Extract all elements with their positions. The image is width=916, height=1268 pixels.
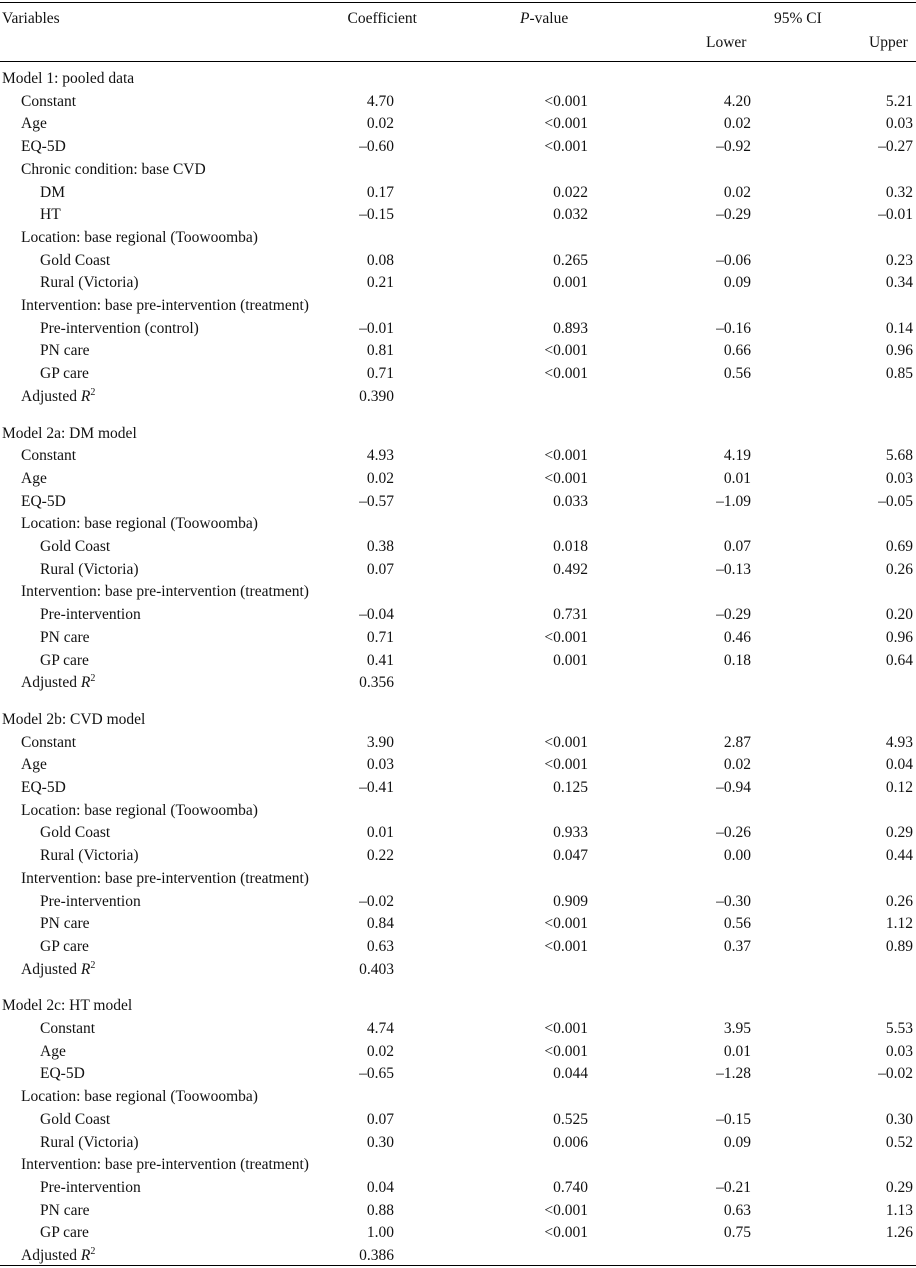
ci-upper-cell: 0.34: [885, 274, 913, 292]
ci-lower-cell: 0.37: [723, 937, 751, 955]
table-row: [0, 294, 916, 317]
header-variables: Variables: [2, 10, 60, 27]
ci-lower-cell: 4.19: [723, 447, 751, 465]
adjusted-text: Adjusted: [21, 674, 81, 692]
row-label: [21, 671, 95, 694]
row-label: Gold Coast: [40, 538, 111, 555]
row-label: EQ-5D: [21, 492, 66, 510]
p-value-cell: <0.001: [544, 469, 588, 487]
table-row: [0, 890, 916, 913]
coefficient-cell: 0.07: [366, 1110, 394, 1128]
ci-upper-cell: 1.12: [885, 915, 913, 933]
row-label: EQ-5D: [21, 779, 66, 796]
r-squared-exponent: 2: [90, 673, 96, 685]
ci-lower-cell: 0.18: [723, 651, 751, 669]
p-value-cell: 0.047: [553, 847, 588, 865]
header-p-value: [520, 9, 568, 29]
coefficient-cell: 0.21: [366, 274, 394, 292]
row-label: Pre-intervention (control): [40, 319, 199, 337]
ci-lower-cell: 0.63: [723, 1201, 751, 1219]
coefficient-cell: –0.60: [359, 138, 394, 156]
ci-lower-cell: –0.92: [716, 138, 751, 156]
coefficient-cell: 1.00: [366, 1224, 394, 1242]
table-row: [0, 467, 916, 490]
row-label: GP care: [40, 365, 89, 383]
coefficient-cell: 0.41: [366, 651, 394, 669]
p-value-cell: <0.001: [544, 937, 588, 955]
row-label: PN care: [40, 1201, 90, 1219]
coefficient-cell: 0.356: [359, 674, 394, 692]
row-label: Constant: [21, 733, 77, 751]
ci-upper-cell: 0.64: [885, 651, 913, 669]
row-label: [21, 385, 95, 408]
table-row: [0, 385, 916, 408]
table-row: [0, 753, 916, 776]
section-row: [0, 994, 916, 1017]
row-label: Age: [21, 469, 47, 487]
row-label: Gold Coast: [40, 824, 111, 842]
p-value-cell: 0.001: [553, 274, 588, 292]
ci-lower-cell: 3.95: [723, 1020, 751, 1037]
coefficient-cell: 0.30: [366, 1133, 394, 1151]
row-label: PN care: [40, 628, 90, 646]
coefficient-cell: –0.02: [359, 892, 394, 910]
ci-lower-cell: 0.56: [723, 915, 751, 933]
ci-upper-cell: 4.93: [885, 733, 913, 751]
table-row: [0, 535, 916, 558]
row-label: EQ-5D: [40, 1065, 85, 1083]
coefficient-cell: 0.63: [366, 937, 394, 955]
p-value-cell: <0.001: [544, 733, 588, 751]
table-row: [0, 844, 916, 867]
ci-upper-cell: –0.27: [878, 138, 913, 156]
table-header-rule: [0, 61, 916, 62]
ci-lower-cell: 0.00: [723, 847, 751, 865]
table-row: [0, 776, 916, 799]
coefficient-cell: 4.74: [366, 1020, 394, 1037]
coefficient-cell: 0.02: [366, 469, 394, 487]
table-row: [0, 958, 916, 981]
ci-upper-cell: 5.21: [885, 92, 913, 110]
table-row: [0, 649, 916, 672]
coefficient-cell: 0.07: [366, 560, 394, 578]
row-label: Constant: [40, 1020, 96, 1037]
coefficient-cell: –0.57: [359, 492, 394, 510]
ci-upper-cell: 0.29: [885, 1178, 913, 1196]
coefficient-cell: 0.71: [366, 365, 394, 383]
row-label: Chronic condition: base CVD: [21, 160, 206, 178]
table-row: [0, 317, 916, 340]
table-row: [0, 362, 916, 385]
ci-lower-cell: 0.75: [723, 1224, 751, 1242]
row-label: Intervention: base pre-intervention (treatment): [21, 297, 309, 314]
ci-upper-cell: –0.02: [878, 1065, 913, 1083]
row-label: PN care: [40, 915, 90, 933]
ci-upper-cell: 0.29: [885, 824, 913, 842]
row-label: Constant: [21, 447, 77, 465]
r-symbol: R: [80, 1247, 91, 1264]
ci-upper-cell: 0.52: [885, 1133, 913, 1151]
table-row: [0, 490, 916, 513]
ci-lower-cell: 0.46: [723, 628, 751, 646]
r-symbol: R: [80, 960, 91, 978]
row-label: Rural (Victoria): [40, 274, 139, 292]
p-value-cell: 0.022: [553, 183, 588, 201]
coefficient-cell: 0.17: [366, 183, 394, 201]
coefficient-cell: 0.02: [366, 1042, 394, 1060]
table-row: [0, 1244, 916, 1267]
table-bottom-rule: [0, 1265, 916, 1266]
row-label: Pre-intervention: [40, 1178, 141, 1196]
table-row: [0, 603, 916, 626]
r-symbol: R: [80, 387, 91, 405]
p-value-cell: <0.001: [544, 447, 588, 465]
header-ci: 95% CI: [774, 10, 822, 27]
table-row: [0, 1062, 916, 1085]
row-label: Location: base regional (Toowoomba): [21, 515, 258, 533]
coefficient-cell: –0.04: [359, 606, 394, 624]
ci-lower-cell: 4.20: [723, 92, 751, 110]
ci-lower-cell: 0.09: [723, 274, 751, 292]
coefficient-cell: –0.01: [359, 319, 394, 337]
table-row: [0, 249, 916, 272]
p-value-cell: <0.001: [544, 342, 588, 360]
ci-lower-cell: –0.94: [716, 779, 751, 796]
row-label: Location: base regional (Toowoomba): [21, 228, 258, 246]
p-value-cell: 0.001: [553, 651, 588, 669]
p-value-cell: <0.001: [544, 115, 588, 133]
p-value-cell: <0.001: [544, 92, 588, 110]
section-label: Model 2a: DM model: [2, 424, 137, 442]
ci-upper-cell: 0.26: [885, 892, 913, 910]
r-squared-exponent: 2: [90, 959, 96, 971]
table-row: [0, 271, 916, 294]
row-label: HT: [40, 206, 61, 224]
row-label: Rural (Victoria): [40, 847, 139, 865]
adjusted-text: Adjusted: [21, 387, 81, 405]
header-coefficient: Coefficient: [347, 10, 417, 27]
row-label: DM: [40, 183, 65, 201]
ci-lower-cell: 0.09: [723, 1133, 751, 1151]
coefficient-cell: 0.88: [366, 1201, 394, 1219]
ci-lower-cell: –0.29: [716, 206, 751, 224]
ci-lower-cell: –0.15: [716, 1110, 751, 1128]
ci-lower-cell: 0.01: [723, 469, 751, 487]
row-label: Age: [21, 756, 47, 774]
p-value-cell: <0.001: [544, 1042, 588, 1060]
ci-upper-cell: 0.96: [885, 628, 913, 646]
row-label: PN care: [40, 342, 90, 360]
ci-upper-cell: 0.03: [885, 469, 913, 487]
p-value-cell: 0.033: [553, 492, 588, 510]
ci-lower-cell: 0.02: [723, 756, 751, 774]
p-value-cell: 0.044: [553, 1065, 588, 1083]
p-value-cell: 0.018: [553, 538, 588, 555]
table-row: [0, 90, 916, 113]
ci-upper-cell: 0.89: [885, 937, 913, 955]
ci-upper-cell: 0.20: [885, 606, 913, 624]
header-lower: Lower: [706, 34, 747, 51]
coefficient-cell: 0.84: [366, 915, 394, 933]
row-label: Location: base regional (Toowoomba): [21, 801, 258, 819]
ci-lower-cell: –0.21: [716, 1178, 751, 1196]
p-value-cell: 0.909: [553, 892, 588, 910]
ci-upper-cell: 0.30: [885, 1110, 913, 1128]
p-value-cell: 0.893: [553, 319, 588, 337]
ci-upper-cell: 5.53: [885, 1020, 913, 1037]
row-label: Location: base regional (Toowoomba): [21, 1088, 258, 1106]
p-value-cell: 0.125: [553, 779, 588, 796]
ci-upper-cell: –0.01: [878, 206, 913, 224]
row-label: GP care: [40, 651, 89, 669]
coefficient-cell: –0.65: [359, 1065, 394, 1083]
p-value-cell: <0.001: [544, 1224, 588, 1242]
p-value-cell: 0.933: [553, 824, 588, 842]
ci-upper-cell: 0.03: [885, 1042, 913, 1060]
ci-lower-cell: 0.07: [723, 538, 751, 555]
ci-lower-cell: 2.87: [723, 733, 751, 751]
table-row: [0, 158, 916, 181]
table-row: [0, 671, 916, 694]
table-row: [0, 558, 916, 581]
header-p-rest: -value: [529, 10, 569, 27]
adjusted-text: Adjusted: [21, 960, 81, 978]
p-value-cell: <0.001: [544, 1201, 588, 1219]
p-value-cell: <0.001: [544, 915, 588, 933]
header-p-italic: P: [520, 10, 530, 27]
table-row: [0, 1131, 916, 1154]
p-value-cell: 0.525: [553, 1110, 588, 1128]
r-symbol: R: [80, 674, 91, 692]
ci-lower-cell: 0.02: [723, 183, 751, 201]
coefficient-cell: 4.70: [366, 92, 394, 110]
ci-lower-cell: –0.30: [716, 892, 751, 910]
table-row: [0, 1199, 916, 1222]
ci-upper-cell: 0.14: [885, 319, 913, 337]
p-value-cell: <0.001: [544, 365, 588, 383]
table-row: [0, 1221, 916, 1244]
ci-lower-cell: 0.66: [723, 342, 751, 360]
p-value-cell: 0.265: [553, 251, 588, 269]
table-row: [0, 821, 916, 844]
row-label: Rural (Victoria): [40, 1133, 139, 1151]
table-row: [0, 339, 916, 362]
table-row: [0, 203, 916, 226]
table-row: [0, 512, 916, 535]
ci-upper-cell: 0.69: [885, 538, 913, 555]
coefficient-cell: 3.90: [366, 733, 394, 751]
adjusted-text: Adjusted: [21, 1247, 81, 1264]
p-value-cell: 0.006: [553, 1133, 588, 1151]
table-row: [0, 935, 916, 958]
table-row: [0, 1085, 916, 1108]
p-value-cell: <0.001: [544, 628, 588, 646]
row-label: [21, 958, 95, 981]
row-label: [21, 1244, 95, 1267]
ci-lower-cell: 0.01: [723, 1042, 751, 1060]
row-label: Constant: [21, 92, 77, 110]
section-row: [0, 67, 916, 90]
section-label: Model 1: pooled data: [2, 70, 135, 87]
table-row: [0, 1040, 916, 1063]
table-top-rule: [0, 2, 916, 3]
ci-upper-cell: 0.23: [885, 251, 913, 269]
coefficient-cell: 0.386: [359, 1247, 394, 1264]
ci-lower-cell: –0.06: [716, 251, 751, 269]
ci-upper-cell: 0.04: [885, 756, 913, 774]
p-value-cell: 0.492: [553, 560, 588, 578]
ci-lower-cell: –0.29: [716, 606, 751, 624]
row-label: GP care: [40, 937, 89, 955]
p-value-cell: 0.740: [553, 1178, 588, 1196]
ci-lower-cell: –0.16: [716, 319, 751, 337]
row-label: Gold Coast: [40, 251, 111, 269]
row-label: Pre-intervention: [40, 606, 141, 624]
coefficient-cell: 0.22: [366, 847, 394, 865]
table-row: [0, 1153, 916, 1176]
coefficient-cell: 0.02: [366, 115, 394, 133]
ci-upper-cell: 0.03: [885, 115, 913, 133]
table-row: [0, 799, 916, 822]
row-label: Pre-intervention: [40, 892, 141, 910]
row-label: EQ-5D: [21, 138, 66, 156]
table-row: [0, 135, 916, 158]
p-value-cell: 0.032: [553, 206, 588, 224]
ci-upper-cell: 0.96: [885, 342, 913, 360]
table-row: [0, 580, 916, 603]
table-row: [0, 444, 916, 467]
r-squared-exponent: 2: [90, 386, 96, 398]
coefficient-cell: –0.15: [359, 206, 394, 224]
ci-upper-cell: 5.68: [885, 447, 913, 465]
r-squared-exponent: 2: [90, 1246, 96, 1257]
table-row: [0, 226, 916, 249]
ci-lower-cell: –0.26: [716, 824, 751, 842]
table-row: [0, 1017, 916, 1040]
section-row: [0, 422, 916, 445]
ci-upper-cell: 0.44: [885, 847, 913, 865]
coefficient-cell: 0.08: [366, 251, 394, 269]
coefficient-cell: 0.81: [366, 342, 394, 360]
ci-upper-cell: 0.32: [885, 183, 913, 201]
ci-upper-cell: –0.05: [878, 492, 913, 510]
ci-upper-cell: 0.12: [885, 779, 913, 796]
section-label: Model 2c: HT model: [2, 997, 133, 1015]
table-row: [0, 1108, 916, 1131]
ci-lower-cell: –1.28: [716, 1065, 751, 1083]
ci-lower-cell: 0.02: [723, 115, 751, 133]
coefficient-cell: 0.03: [366, 756, 394, 774]
coefficient-cell: 0.71: [366, 628, 394, 646]
table-row: [0, 1176, 916, 1199]
table-row: [0, 867, 916, 890]
table-row: [0, 181, 916, 204]
row-label: Intervention: base pre-intervention (treatment): [21, 869, 309, 887]
ci-lower-cell: –1.09: [716, 492, 751, 510]
row-label: Age: [40, 1042, 66, 1060]
table-row: [0, 112, 916, 135]
coefficient-cell: –0.41: [359, 779, 394, 796]
row-label: Age: [21, 115, 47, 133]
row-label: Intervention: base pre-intervention (treatment): [21, 583, 309, 601]
ci-lower-cell: 0.56: [723, 365, 751, 383]
section-label: Model 2b: CVD model: [2, 710, 146, 728]
p-value-cell: <0.001: [544, 1020, 588, 1037]
header-upper: Upper: [869, 34, 908, 51]
ci-upper-cell: 1.26: [885, 1224, 913, 1242]
row-label: Rural (Victoria): [40, 560, 139, 578]
ci-upper-cell: 1.13: [885, 1201, 913, 1219]
row-label: Gold Coast: [40, 1110, 111, 1128]
p-value-cell: <0.001: [544, 756, 588, 774]
table-row: [0, 912, 916, 935]
ci-upper-cell: 0.26: [885, 560, 913, 578]
coefficient-cell: 0.01: [366, 824, 394, 842]
p-value-cell: <0.001: [544, 138, 588, 156]
ci-upper-cell: 0.85: [885, 365, 913, 383]
p-value-cell: 0.731: [553, 606, 588, 624]
row-label: GP care: [40, 1224, 89, 1242]
section-row: [0, 708, 916, 731]
coefficient-cell: 0.38: [366, 538, 394, 555]
coefficient-cell: 0.403: [359, 960, 394, 978]
ci-lower-cell: –0.13: [716, 560, 751, 578]
coefficient-cell: 0.390: [359, 387, 394, 405]
table-row: [0, 626, 916, 649]
table-row: [0, 731, 916, 754]
coefficient-cell: 4.93: [366, 447, 394, 465]
coefficient-cell: 0.04: [366, 1178, 394, 1196]
row-label: Intervention: base pre-intervention (treatment): [21, 1156, 309, 1174]
